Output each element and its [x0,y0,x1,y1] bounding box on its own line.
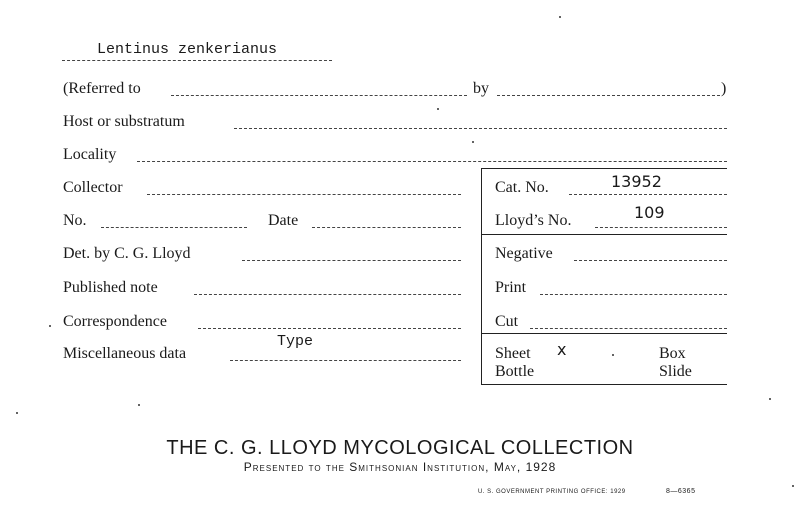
locality-line [137,161,727,162]
no-line [101,227,247,228]
scan-speck [49,325,51,327]
correspondence-line [198,328,461,329]
cat-no-line [569,194,727,195]
by-label: by [473,80,489,97]
slide-label: Slide [659,363,692,380]
date-label: Date [268,212,299,229]
right-box-top-border [481,168,727,169]
scan-speck [16,412,18,414]
right-box-left-border [481,168,482,384]
host-line [234,128,727,129]
referred-to-label: (Referred to [63,80,141,97]
det-by-label: Det. by C. G. Lloyd [63,245,191,262]
det-by-line [242,260,461,261]
negative-label: Negative [495,245,553,262]
correspondence-label: Correspondence [63,313,167,330]
scan-speck [437,108,439,110]
name-underline [62,60,332,61]
right-box-divider-2 [481,333,727,334]
print-label: Print [495,279,527,296]
cut-label: Cut [495,313,519,330]
lloyd-no-value: 109 [634,203,665,222]
specimen-name: Lentinus zenkerianus [97,41,278,58]
lloyd-no-label: Lloyd’s No. [495,212,572,229]
cut-line [530,328,727,329]
misc-data-label: Miscellaneous data [63,345,187,362]
scan-speck [612,354,614,356]
negative-line [574,260,727,261]
printer-imprint: U. S. GOVERNMENT PRINTING OFFICE: 1929 [478,489,626,495]
host-label: Host or substratum [63,113,185,130]
bottle-label: Bottle [495,363,535,380]
scan-speck [769,398,771,400]
sheet-label: Sheet [495,345,531,362]
published-note-label: Published note [63,279,158,296]
scan-speck [472,141,474,143]
locality-label: Locality [63,146,117,163]
collection-title: THE C. G. LLOYD MYCOLOGICAL COLLECTION [166,437,634,459]
published-note-line [194,294,461,295]
box-label: Box [659,345,686,362]
misc-data-value: Type [277,333,314,350]
referred-to-line [171,95,467,96]
by-line [497,95,720,96]
scan-speck [559,16,561,18]
collector-line [147,194,461,195]
collection-subtitle: Presented to the Smithsonian Institution, May, 1928 [243,460,557,474]
sheet-mark: x [557,340,567,359]
misc-data-line [230,360,461,361]
collector-label: Collector [63,179,123,196]
print-line [540,294,727,295]
cat-no-value: 13952 [611,172,662,191]
right-box-divider-1 [481,234,727,235]
scan-speck [792,485,794,487]
right-box-bottom-border [481,384,727,385]
cat-no-label: Cat. No. [495,179,549,196]
no-label: No. [63,212,87,229]
form-code: 8—6365 [666,488,696,495]
lloyd-no-line [595,227,727,228]
scan-speck [138,404,140,406]
date-line [312,227,461,228]
close-paren: ) [721,80,727,97]
